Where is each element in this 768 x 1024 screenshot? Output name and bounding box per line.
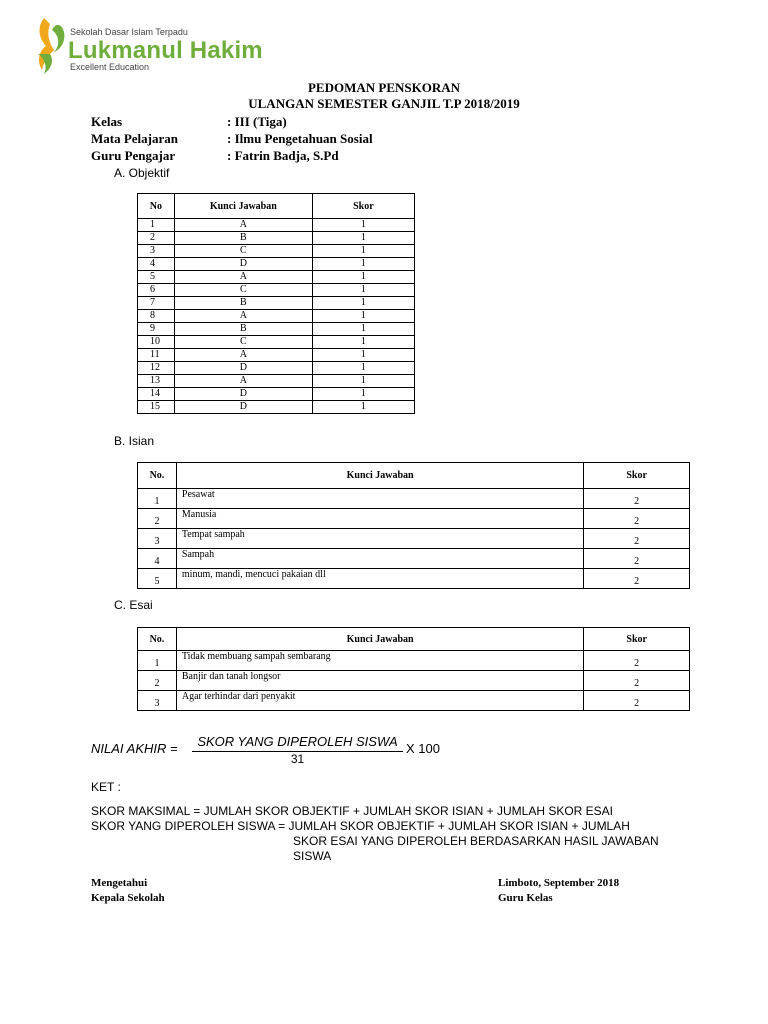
table-row xyxy=(138,284,415,297)
row-answer: C xyxy=(174,245,312,258)
column-header-skor: Skor xyxy=(312,194,414,219)
row-score: 2 xyxy=(584,569,690,589)
table-row xyxy=(138,349,415,362)
row-score: 1 xyxy=(312,401,414,414)
row-number: 3 xyxy=(138,245,175,258)
ket-line-2: SKOR YANG DIPEROLEH SISWA = JUMLAH SKOR OBJEKTIF + JUMLAH SKOR ISIAN + JUMLAH xyxy=(91,819,630,833)
row-score: 1 xyxy=(312,232,414,245)
row-score: 1 xyxy=(312,336,414,349)
table-row xyxy=(138,529,690,549)
document-subtitle: ULANGAN SEMESTER GANJIL T.P 2018/2019 xyxy=(248,96,520,111)
row-number: 9 xyxy=(138,323,175,336)
info-label-kelas: Kelas xyxy=(91,114,123,129)
ket-line-4: SISWA xyxy=(293,849,332,863)
row-score: 2 xyxy=(584,651,690,671)
row-score: 2 xyxy=(584,691,690,711)
row-answer: Agar terhindar dari penyakit xyxy=(176,691,583,711)
row-answer: Pesawat xyxy=(176,489,583,509)
table-row xyxy=(138,691,690,711)
signature-left-line1: Mengetahui xyxy=(91,877,148,889)
row-number: 2 xyxy=(138,671,177,691)
logo-subtitle: Excellent Education xyxy=(70,62,150,72)
formula-numerator: SKOR YANG DIPEROLEH SISWA xyxy=(197,734,398,749)
row-score: 1 xyxy=(312,310,414,323)
table-row xyxy=(138,310,415,323)
row-answer: A xyxy=(174,219,312,232)
esai-table xyxy=(137,627,690,711)
row-number: 7 xyxy=(138,297,175,310)
table-row xyxy=(138,258,415,271)
row-number: 2 xyxy=(138,232,175,245)
row-answer: C xyxy=(174,284,312,297)
row-answer: A xyxy=(174,375,312,388)
row-number: 3 xyxy=(138,691,177,711)
column-header-skor: Skor xyxy=(584,628,690,651)
table-row xyxy=(138,388,415,401)
column-header-skor: Skor xyxy=(584,463,690,489)
formula-denominator: 31 xyxy=(290,752,305,766)
table-row xyxy=(138,671,690,691)
row-number: 4 xyxy=(138,258,175,271)
row-number: 6 xyxy=(138,284,175,297)
section-objektif: A. Objektif xyxy=(114,166,170,180)
row-score: 1 xyxy=(312,284,414,297)
table-row xyxy=(138,509,690,529)
formula-rhs: X 100 xyxy=(406,741,440,756)
row-number: 2 xyxy=(138,509,177,529)
column-header-no: No. xyxy=(138,463,177,489)
row-number: 3 xyxy=(138,529,177,549)
row-score: 1 xyxy=(312,323,414,336)
row-answer: D xyxy=(174,388,312,401)
row-answer: B xyxy=(174,232,312,245)
table-row xyxy=(138,651,690,671)
section-esai: C. Esai xyxy=(114,598,153,612)
column-header-kunci: Kunci Jawaban xyxy=(176,628,583,651)
ket-line-1: SKOR MAKSIMAL = JUMLAH SKOR OBJEKTIF + JUMLAH SKOR ISIAN + JUMLAH SKOR ESAI xyxy=(91,804,614,818)
row-score: 2 xyxy=(584,671,690,691)
column-header-kunci: Kunci Jawaban xyxy=(176,463,583,489)
row-score: 1 xyxy=(312,258,414,271)
row-score: 1 xyxy=(312,349,414,362)
table-row xyxy=(138,271,415,284)
row-number: 10 xyxy=(138,336,175,349)
row-score: 1 xyxy=(312,219,414,232)
row-number: 5 xyxy=(138,569,177,589)
row-number: 13 xyxy=(138,375,175,388)
row-score: 2 xyxy=(584,509,690,529)
isian-table xyxy=(137,462,690,589)
document-title: PEDOMAN PENSKORAN xyxy=(307,80,461,95)
table-row xyxy=(138,375,415,388)
row-answer: C xyxy=(174,336,312,349)
table-row xyxy=(138,219,415,232)
row-score: 1 xyxy=(312,245,414,258)
row-answer: B xyxy=(174,297,312,310)
row-score: 2 xyxy=(584,549,690,569)
table-row xyxy=(138,362,415,375)
row-answer: D xyxy=(174,362,312,375)
info-label-guru: Guru Pengajar xyxy=(91,148,176,163)
info-value-kelas: : III (Tiga) xyxy=(227,114,287,129)
section-isian: B. Isian xyxy=(114,434,155,448)
row-score: 2 xyxy=(584,529,690,549)
row-number: 14 xyxy=(138,388,175,401)
row-answer: Manusia xyxy=(176,509,583,529)
row-answer: Banjir dan tanah longsor xyxy=(176,671,583,691)
row-score: 1 xyxy=(312,297,414,310)
column-header-no: No xyxy=(138,194,175,219)
table-row xyxy=(138,549,690,569)
row-answer: B xyxy=(174,323,312,336)
info-value-mapel: : Ilmu Pengetahuan Sosial xyxy=(227,131,373,146)
row-answer: A xyxy=(174,349,312,362)
row-answer: Sampah xyxy=(176,549,583,569)
row-number: 5 xyxy=(138,271,175,284)
formula-lhs: NILAI AKHIR = xyxy=(91,741,178,756)
signature-left-line2: Kepala Sekolah xyxy=(91,892,165,904)
row-answer: A xyxy=(174,310,312,323)
row-score: 1 xyxy=(312,375,414,388)
row-number: 8 xyxy=(138,310,175,323)
table-row xyxy=(138,297,415,310)
row-score: 1 xyxy=(312,271,414,284)
row-score: 1 xyxy=(312,388,414,401)
row-answer: Tidak membuang sampah sembarang xyxy=(176,651,583,671)
signature-right-line2: Guru Kelas xyxy=(498,892,553,904)
logo-name: Lukmanul Hakim xyxy=(68,37,263,64)
row-number: 11 xyxy=(138,349,175,362)
row-number: 1 xyxy=(138,651,177,671)
row-number: 15 xyxy=(138,401,175,414)
ket-line-3: SKOR ESAI YANG DIPEROLEH BERDASARKAN HASIL JAWABAN xyxy=(293,834,659,848)
row-number: 1 xyxy=(138,219,175,232)
table-row xyxy=(138,569,690,589)
row-score: 2 xyxy=(584,489,690,509)
table-row xyxy=(138,245,415,258)
row-number: 12 xyxy=(138,362,175,375)
signature-right-line1: Limboto, September 2018 xyxy=(498,877,620,889)
logo-tagline: Sekolah Dasar Islam Terpadu xyxy=(70,27,188,37)
column-header-no: No. xyxy=(138,628,177,651)
info-label-mapel: Mata Pelajaran xyxy=(91,131,179,146)
row-answer: D xyxy=(174,258,312,271)
ket-title: KET : xyxy=(91,780,121,794)
table-row xyxy=(138,232,415,245)
info-value-guru: : Fatrin Badja, S.Pd xyxy=(227,148,339,163)
row-score: 1 xyxy=(312,362,414,375)
row-answer: minum, mandi, mencuci pakaian dll xyxy=(176,569,583,589)
row-answer: D xyxy=(174,401,312,414)
row-number: 4 xyxy=(138,549,177,569)
row-answer: A xyxy=(174,271,312,284)
table-row xyxy=(138,401,415,414)
column-header-kunci: Kunci Jawaban xyxy=(174,194,312,219)
objektif-table xyxy=(137,193,415,414)
table-row xyxy=(138,323,415,336)
row-answer: Tempat sampah xyxy=(176,529,583,549)
row-number: 1 xyxy=(138,489,177,509)
table-row xyxy=(138,489,690,509)
table-row xyxy=(138,336,415,349)
